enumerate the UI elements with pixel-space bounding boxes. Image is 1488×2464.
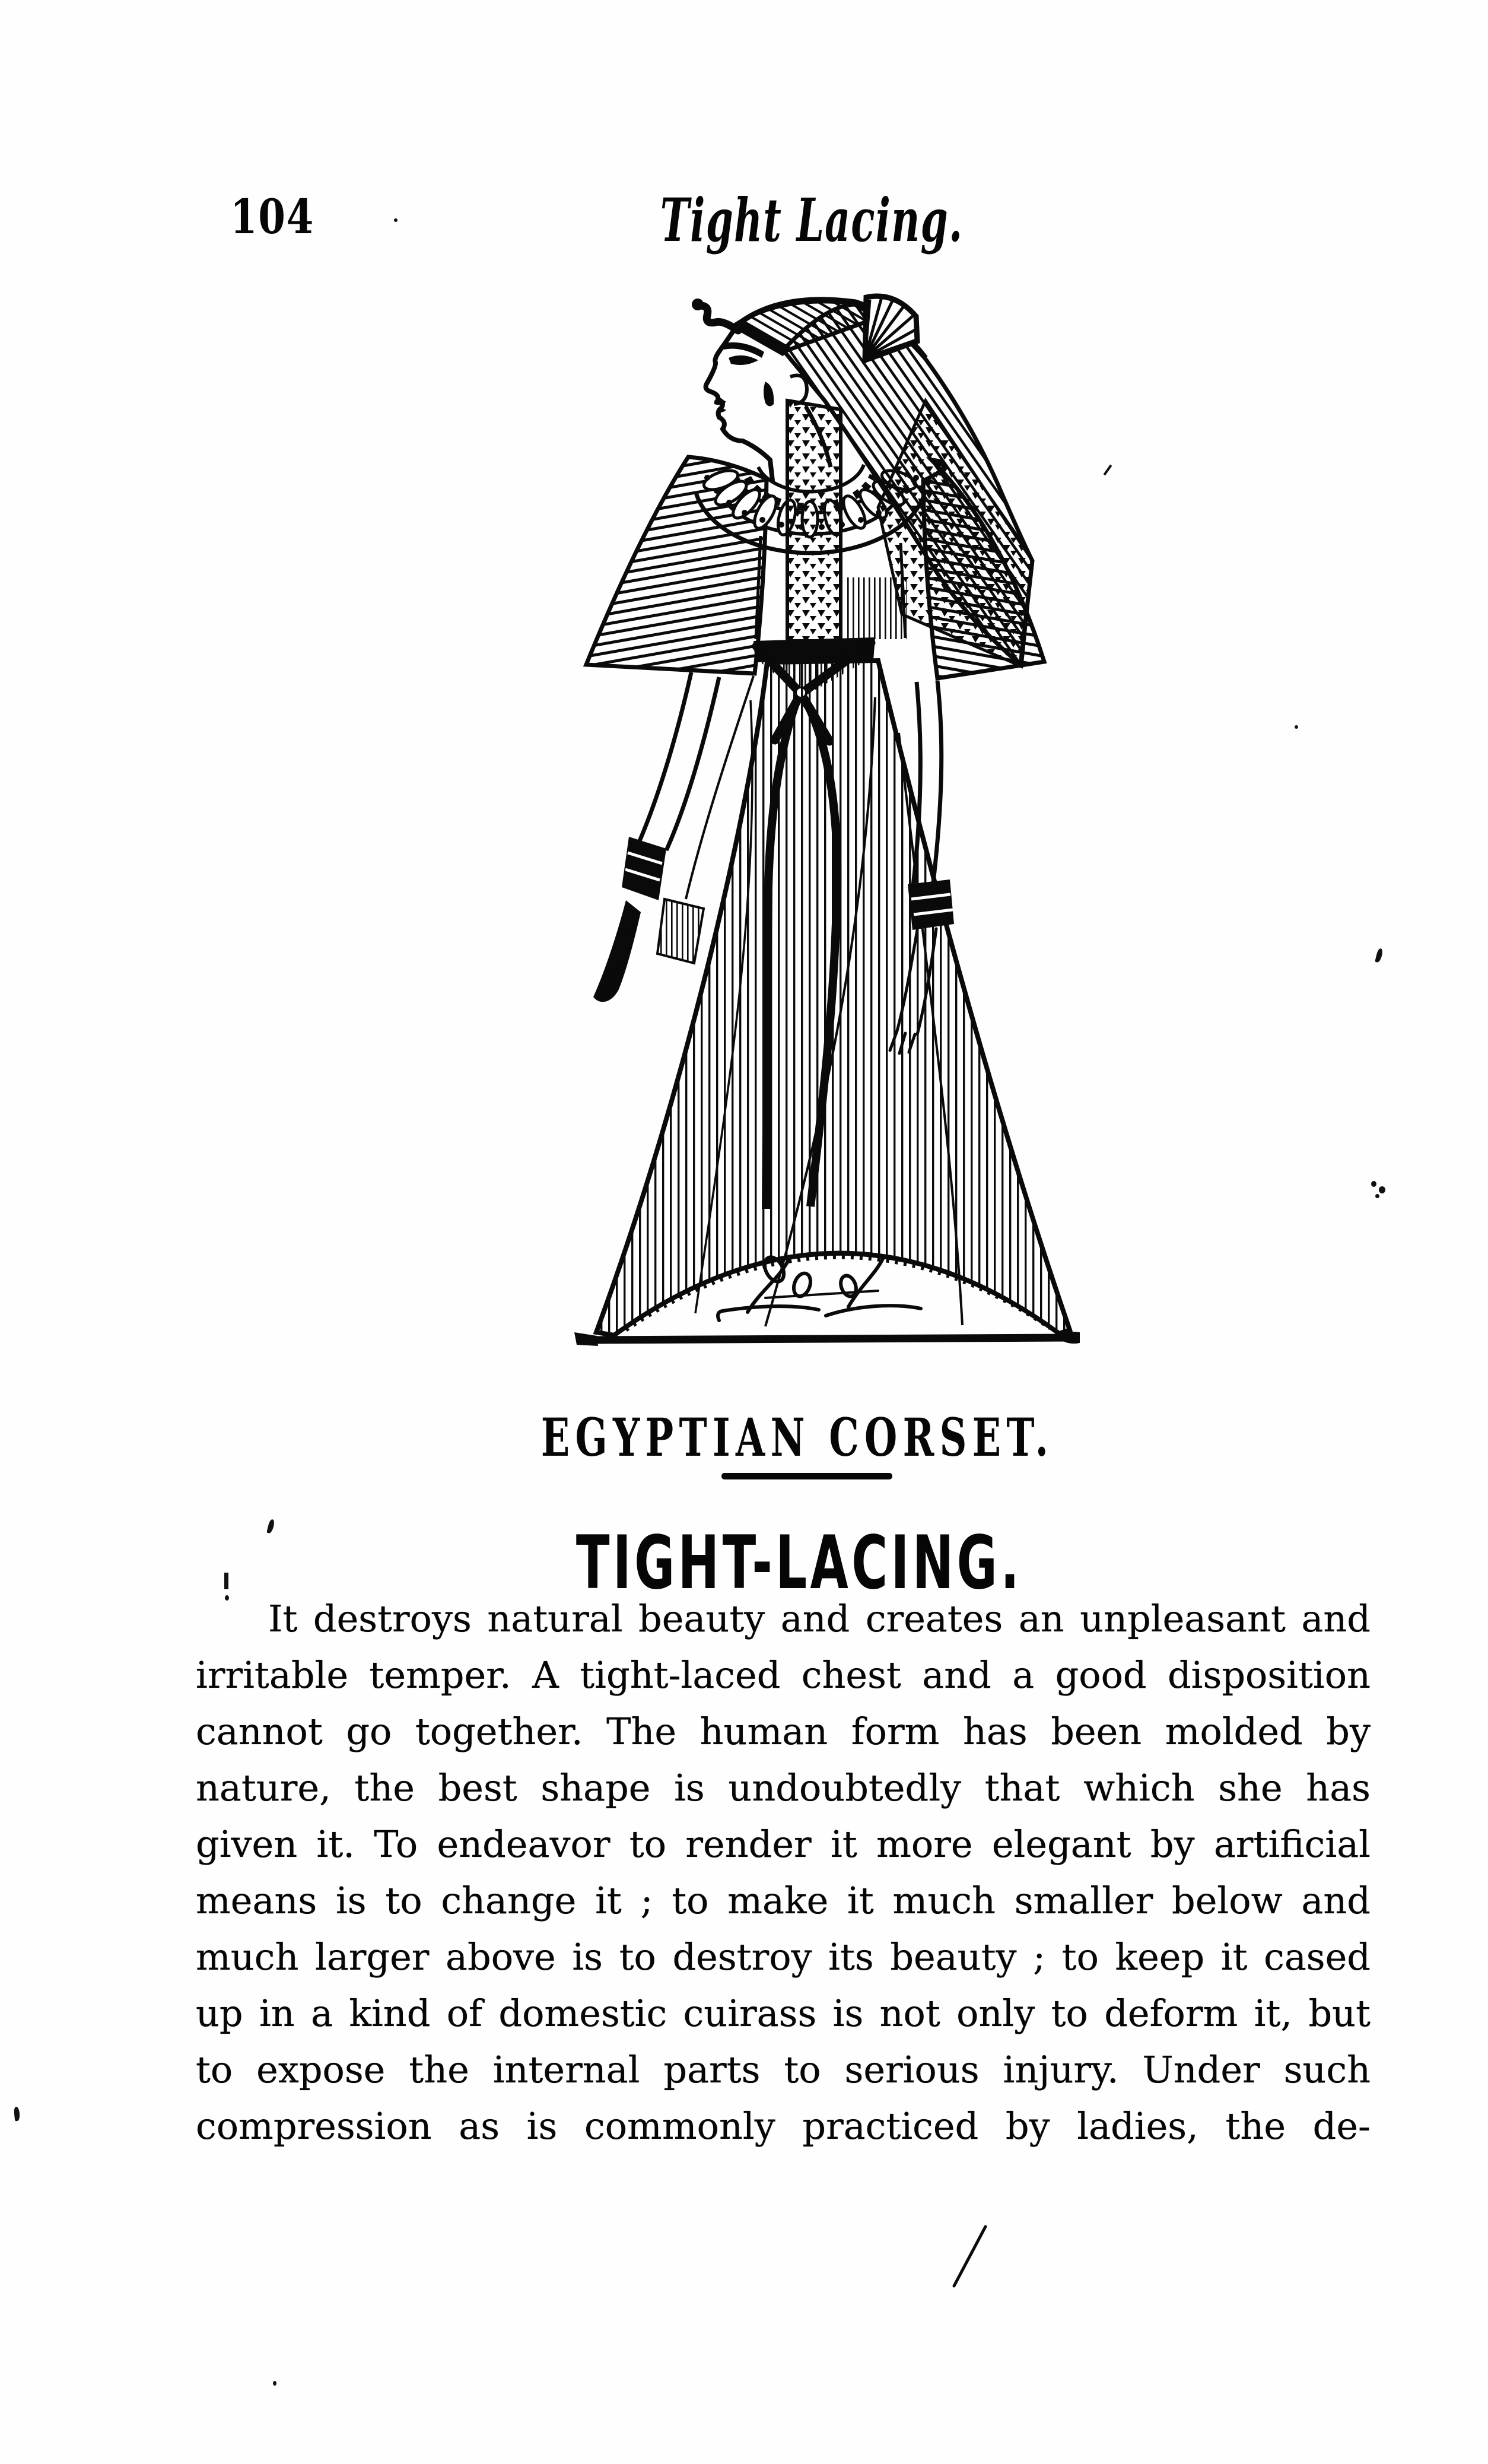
- section-divider: [721, 1473, 892, 1479]
- paragraph-line: nature, the best shape is undoubtedly that which she has: [196, 1766, 1371, 1809]
- uraeus-serpent-icon: [700, 306, 738, 331]
- ink-speck: [394, 218, 398, 222]
- paragraph-line: means is to change it ; to make it much smaller below and: [196, 1879, 1371, 1922]
- ground-line: [574, 1332, 1080, 1346]
- paragraph-line: much larger above is to destroy its beauty ; to keep it cased: [196, 1935, 1371, 1979]
- egyptian-corset-figure: [570, 282, 1080, 1350]
- figure-caption: EGYPTIAN CORSET.: [540, 1406, 1054, 1468]
- body-paragraph: [196, 1590, 1371, 2154]
- paragraph-line: cannot go together. The human form has been molded by: [196, 1710, 1371, 1753]
- ink-speck: [1379, 1186, 1385, 1193]
- paragraph-line: up in a kind of domestic cuirass is not only to deform it, but: [196, 1992, 1371, 2035]
- ink-speck: [266, 1519, 275, 1533]
- page-number: 104: [230, 189, 314, 245]
- paragraph-line: given it. To endeavor to render it more elegant by artificial: [196, 1822, 1371, 1866]
- paragraph-line: It destroys natural beauty and creates an unpleasant and: [268, 1597, 1371, 1640]
- ink-speck: [224, 1573, 228, 1589]
- section-heading: TIGHT-LACING.: [576, 1520, 1023, 1606]
- paragraph-line: irritable temper. A tight-laced chest and a good disposition: [196, 1653, 1371, 1697]
- running-header: Tight Lacing.: [660, 185, 964, 255]
- paragraph-line: compression as is commonly practiced by ladies, the de-: [196, 2104, 1371, 2148]
- ink-speck: [1295, 725, 1298, 729]
- stray-slash-mark: [1104, 465, 1112, 476]
- ink-speck: [14, 2107, 20, 2122]
- ink-speck: [1371, 1181, 1376, 1187]
- stray-pen-slash: [946, 2219, 1000, 2291]
- ink-speck: [1375, 1194, 1379, 1198]
- ink-speck: [1375, 948, 1384, 963]
- ink-speck: [225, 1595, 229, 1601]
- ink-speck: [273, 2381, 276, 2386]
- serpent-head: [692, 299, 704, 310]
- egyptian-woman-illustration: [570, 282, 1080, 1350]
- paragraph-line: to expose the internal parts to serious injury. Under such: [196, 2048, 1371, 2091]
